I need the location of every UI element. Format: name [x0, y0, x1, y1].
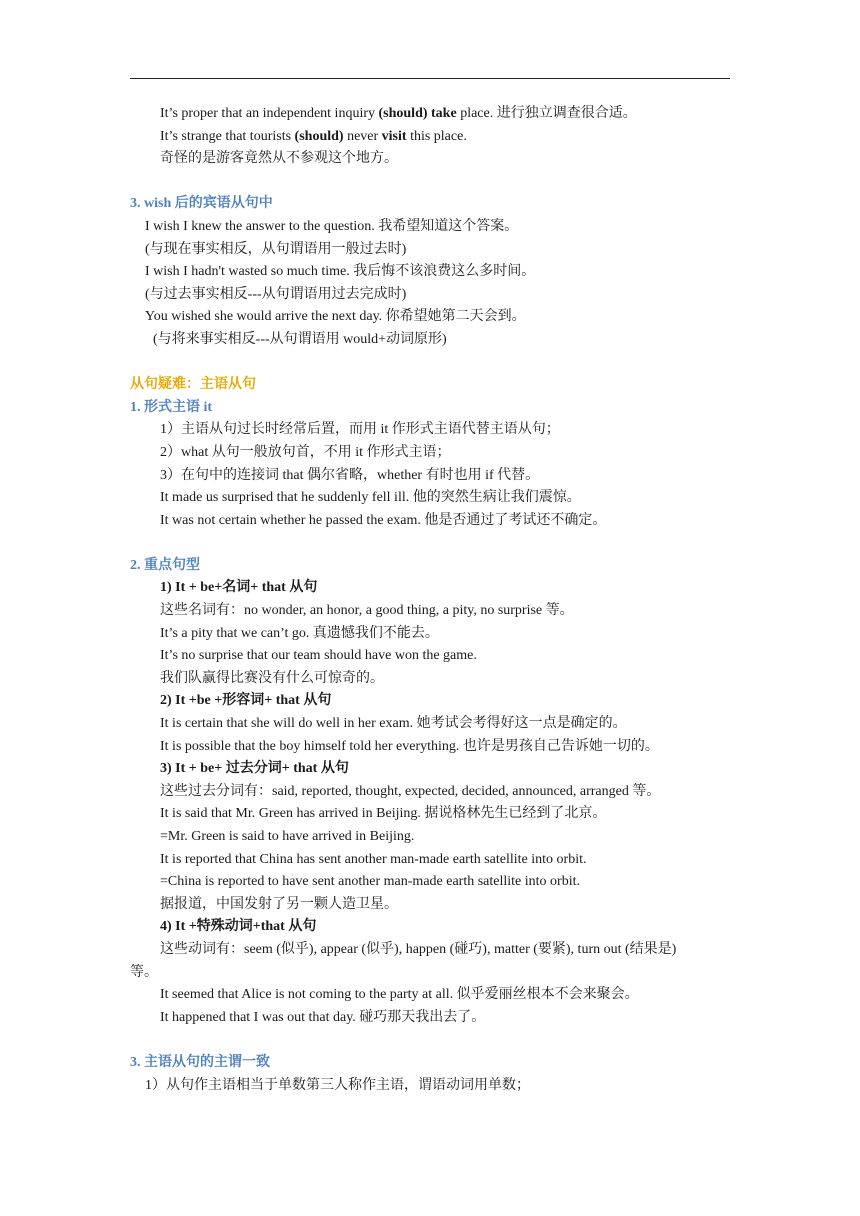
pattern-4-title: 4) It +特殊动词+that 从句: [160, 919, 317, 935]
example-line-1: [130, 103, 732, 126]
pattern-line: =China is reported to have sent another man-made earth satellite into orbit.: [160, 874, 580, 890]
wish-line: (与将来事实相反---从句谓语用 would+动词原形): [153, 331, 447, 347]
header-rule: [130, 78, 730, 79]
wish-line: I wish I knew the answer to the question. 我希望知道这个答案。: [145, 218, 519, 234]
pattern-line: It’s a pity that we can’t go. 真遗憾我们不能去。: [160, 625, 439, 641]
section-3-heading: 3. 主语从句的主谓一致: [130, 1054, 270, 1070]
pattern-line: 这些过去分词有：said, reported, thought, expected, decided, announced, arranged 等。: [160, 783, 661, 799]
wish-line: You wished she would arrive the next day. 你希望她第二天会到。: [145, 309, 526, 325]
pattern-2-title: 2) It +be +形容词+ that 从句: [160, 693, 332, 709]
example-line-3: 奇怪的是游客竟然从不参观这个地方。: [160, 151, 398, 167]
pattern-line: It is certain that she will do well in her exam. 她考试会考得好这一点是确定的。: [160, 716, 627, 732]
text-seg: It’s strange that tourists: [160, 128, 295, 144]
bold-seg: visit: [381, 128, 407, 144]
wish-line: (与过去事实相反---从句谓语用过去完成时): [145, 286, 407, 302]
section-1-heading: 1. 形式主语 it: [130, 399, 213, 415]
pattern-3-title: 3) It + be+ 过去分词+ that 从句: [160, 761, 349, 777]
pattern-line: It happened that I was out that day. 碰巧那天我出去了。: [160, 1009, 486, 1025]
sec3-line: 1）从句作主语相当于单数第三人称作主语，谓语动词用单数；: [145, 1077, 530, 1093]
subject-clause-heading: 从句疑难：主语从句: [130, 377, 256, 393]
wish-heading: 3. wish 后的宾语从句中: [130, 196, 273, 212]
pattern-line: It is possible that the boy himself told her everything. 也许是男孩自己告诉她一切的。: [160, 738, 659, 754]
document-body: [130, 103, 732, 1097]
pattern-line: 这些名词有：no wonder, an honor, a good thing, a pity, no surprise 等。: [160, 603, 574, 619]
pattern-wrap-line-b: 等。: [130, 964, 158, 980]
pattern-line: It seemed that Alice is not coming to the party at all. 似乎爱丽丝根本不会来聚会。: [160, 987, 639, 1003]
bold-seg: (should) take: [378, 106, 457, 121]
pattern-line: It is reported that China has sent another man-made earth satellite into orbit.: [160, 851, 587, 867]
section-2-heading: 2. 重点句型: [130, 557, 200, 573]
wish-line: (与现在事实相反，从句谓语用一般过去时): [145, 241, 407, 257]
text-seg: this place.: [406, 128, 467, 144]
pattern-line: It’s no surprise that our team should have won the game.: [160, 648, 477, 664]
pattern-wrap-line-a: 这些动词有：seem (似乎), appear (似乎), happen (碰巧), matter (要紧), turn out (结果是): [160, 941, 677, 957]
pattern-line: =Mr. Green is said to have arrived in Beijing.: [160, 829, 415, 844]
pattern-1-title: 1) It + be+名词+ that 从句: [160, 580, 318, 596]
text-seg: It’s proper that an independent inquiry: [160, 106, 379, 121]
pattern-line: It is said that Mr. Green has arrived in Beijing. 据说格林先生已经到了北京。: [160, 806, 607, 822]
sec1-line: 3）在句中的连接词 that 偶尔省略，whether 有时也用 if 代替。: [160, 467, 540, 483]
wish-line: I wish I hadn't wasted so much time. 我后悔不该浪费这么多时间。: [145, 264, 536, 280]
sec1-line: It was not certain whether he passed the exam. 他是否通过了考试还不确定。: [160, 512, 607, 528]
text-seg: never: [343, 128, 382, 144]
text-seg: place. 进行独立调查很合适。: [456, 106, 637, 121]
sec1-line: It made us surprised that he suddenly fell ill. 他的突然生病让我们震惊。: [160, 490, 581, 506]
sec1-line: 2）what 从句一般放句首，不用 it 作形式主语；: [160, 444, 451, 460]
sec1-line: 1）主语从句过长时经常后置，而用 it 作形式主语代替主语从句；: [160, 422, 560, 438]
pattern-line: 据报道，中国发射了另一颗人造卫星。: [160, 896, 398, 912]
bold-seg: (should): [294, 128, 344, 144]
pattern-line: 我们队赢得比赛没有什么可惊奇的。: [160, 670, 384, 686]
example-line-2: [130, 126, 732, 149]
